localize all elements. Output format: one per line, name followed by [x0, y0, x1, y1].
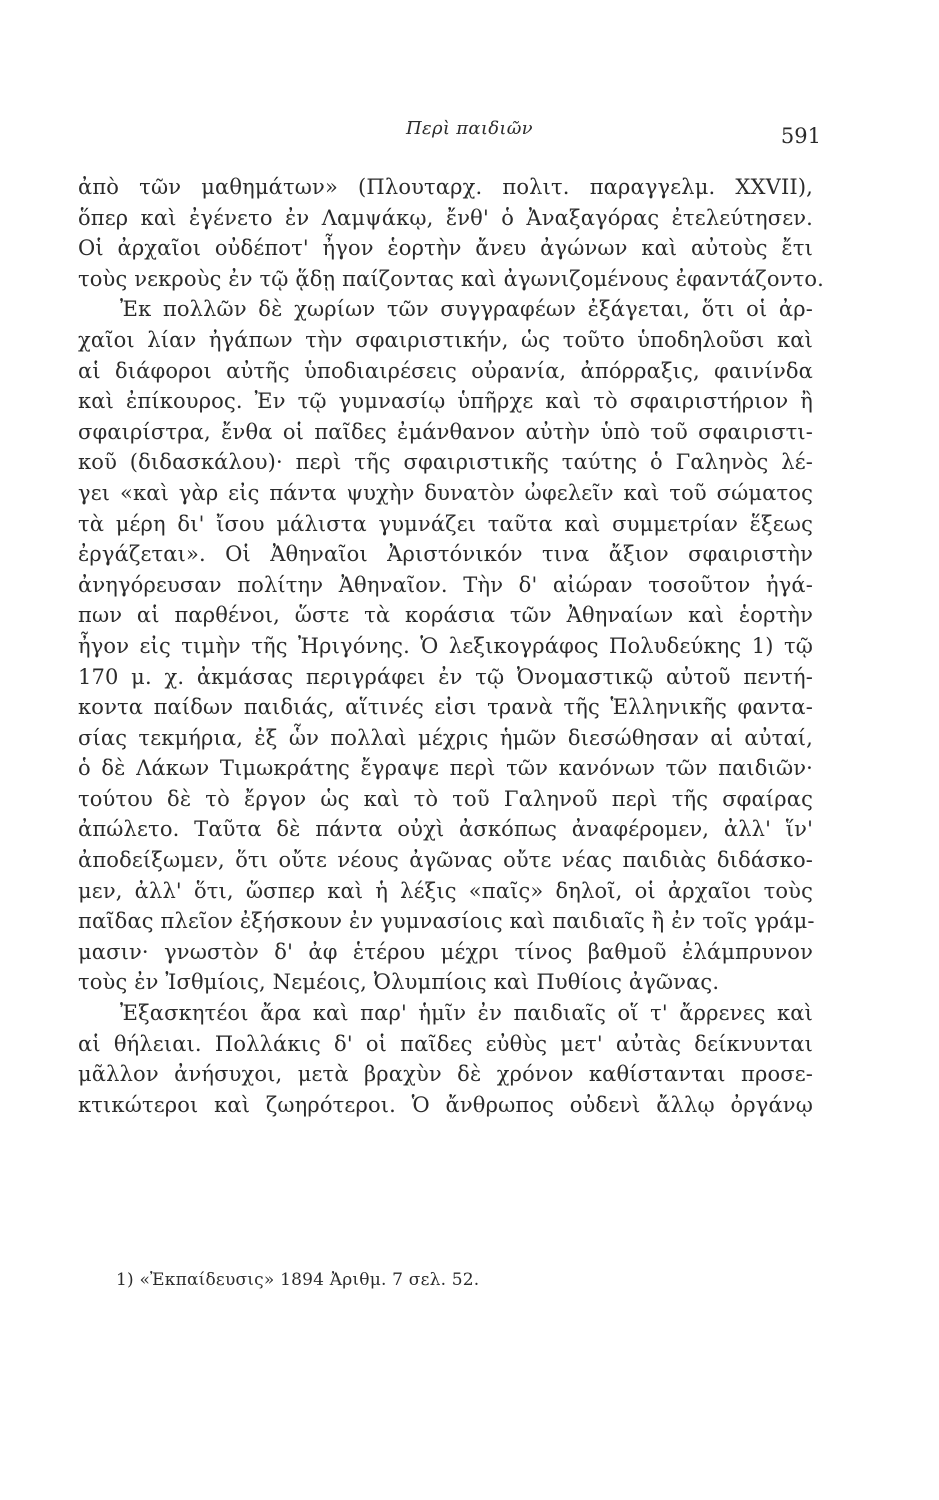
text-line: ὅπερ καὶ ἐγένετο ἐν Λαμψάκῳ, ἔνθ' ὁ Ἀναξαγόρας ἐτελεύτησεν. [78, 205, 813, 230]
text-line: ἀνηγόρευσαν πολίτην Ἀθηναῖον. Τὴν δ' αἰώραν τοσοῦτον ἠγά- [78, 572, 813, 597]
text-line: ἀποδείξωμεν, ὅτι οὔτε νέους ἀγῶνας οὔτε νέας παιδιὰς διδάσκο- [78, 848, 813, 873]
text-line: μᾶλλον ἀνήσυχοι, μετὰ βραχὺν δὲ χρόνον καθίστανται προσε- [78, 1062, 813, 1087]
text-line: Ἐκ πολλῶν δὲ χωρίων τῶν συγγραφέων ἐξάγεται, ὅτι οἱ ἀρ- [120, 297, 813, 322]
text-line: τὰ μέρη δι' ἴσου μάλιστα γυμνάζει ταῦτα καὶ συμμετρίαν ἕξεως [78, 511, 813, 536]
text-line: μεν, ἀλλ' ὅτι, ὥσπερ καὶ ἡ λέξις «παῖς» δηλοῖ, οἱ ἀρχαῖοι τοὺς [78, 878, 813, 903]
running-title: Περὶ παιδιῶν [406, 118, 533, 139]
text-line: τοὺς νεκροὺς ἐν τῷ ᾅδῃ παίζοντας καὶ ἀγωνιζομένους ἐφαντάζοντο. [78, 266, 825, 291]
text-line: τούτου δὲ τὸ ἔργον ὡς καὶ τὸ τοῦ Γαληνοῦ περὶ τῆς σφαίρας [78, 786, 813, 811]
text-line: καὶ ἐπίκουρος. Ἐν τῷ γυμνασίῳ ὑπῆρχε καὶ τὸ σφαιριστήριον ἢ [78, 389, 813, 414]
text-line: κοῦ (διδασκάλου)· περὶ τῆς σφαιριστικῆς ταύτης ὁ Γαληνὸς λέ- [78, 450, 813, 475]
text-line: μασιν· γνωστὸν δ' ἀφ ἑτέρου μέχρι τίνος βαθμοῦ ἐλάμπρυνον [78, 939, 813, 964]
text-line: παῖδας πλεῖον ἐξήσκουν ἐν γυμνασίοις καὶ παιδιαῖς ἢ ἐν τοῖς γράμ- [78, 909, 815, 934]
text-line: ὁ δὲ Λάκων Τιμωκράτης ἔγραψε περὶ τῶν κανόνων τῶν παιδιῶν· [78, 756, 813, 781]
text-line: σφαιρίστρα, ἔνθα οἱ παῖδες ἐμάνθανον αὐτὴν ὑπὸ τοῦ σφαιριστι- [78, 419, 813, 444]
running-head [0, 118, 939, 148]
text-line: ἦγον εἰς τιμὴν τῆς Ἠριγόνης. Ὁ λεξικογράφος Πολυδεύκης 1) τῷ [78, 633, 813, 658]
text-line: γει «καὶ γὰρ εἰς πάντα ψυχὴν δυνατὸν ὠφελεῖν καὶ τοῦ σώματος [78, 480, 813, 505]
text-line: Οἱ ἀρχαῖοι οὐδέποτ' ἦγον ἑορτὴν ἄνευ ἀγώνων καὶ αὐτοὺς ἔτι [78, 236, 813, 261]
text-line: πων αἱ παρθένοι, ὥστε τὰ κοράσια τῶν Ἀθηναίων καὶ ἑορτὴν [78, 603, 813, 628]
page-number: 591 [780, 124, 821, 148]
text-line: σίας τεκμήρια, ἐξ ὧν πολλαὶ μέχρις ἡμῶν διεσώθησαν αἱ αὐταί, [78, 725, 813, 750]
text-line: 170 μ. χ. ἀκμάσας περιγράφει ἐν τῷ Ὀνομαστικῷ αὐτοῦ πεντή- [78, 664, 813, 689]
footnote: 1) «Ἐκπαίδευσις» 1894 Ἀριθμ. 7 σελ. 52. [116, 1270, 480, 1290]
text-line: ἐργάζεται». Οἱ Ἀθηναῖοι Ἀριστόνικόν τινα ἄξιον σφαιριστὴν [78, 542, 813, 567]
text-line: κτικώτεροι καὶ ζωηρότεροι. Ὁ ἄνθρωπος οὐδενὶ ἄλλῳ ὀργάνῳ [78, 1092, 813, 1117]
body-text [78, 172, 825, 1120]
text-line: τοὺς ἐν Ἰσθμίοις, Νεμέοις, Ὀλυμπίοις καὶ Πυθίοις ἀγῶνας. [78, 970, 720, 995]
text-line: Ἐξασκητέοι ἄρα καὶ παρ' ἡμῖν ἐν παιδιαῖς οἵ τ' ἄρρενες καὶ [120, 1001, 813, 1026]
text-line: αἱ θήλειαι. Πολλάκις δ' οἱ παῖδες εὐθὺς μετ' αὐτὰς δείκνυνται [78, 1031, 813, 1056]
text-line: ἀπὸ τῶν μαθημάτων» (Πλουταρχ. πολιτ. παραγγελμ. XXVII), [78, 175, 813, 199]
text-line: ἀπώλετο. Ταῦτα δὲ πάντα οὐχὶ ἀσκόπως ἀναφέρομεν, ἀλλ' ἵν' [78, 817, 813, 842]
text-line: αἱ διάφοροι αὐτῆς ὑποδιαιρέσεις οὐρανία, ἀπόρραξις, φαινίνδα [78, 358, 813, 383]
text-line: χαῖοι λίαν ἠγάπων τὴν σφαιριστικήν, ὡς τοῦτο ὑποδηλοῦσι καὶ [78, 327, 813, 352]
text-line: κοντα παίδων παιδιάς, αἵτινές εἰσι τρανὰ τῆς Ἑλληνικῆς φαντα- [78, 695, 813, 720]
